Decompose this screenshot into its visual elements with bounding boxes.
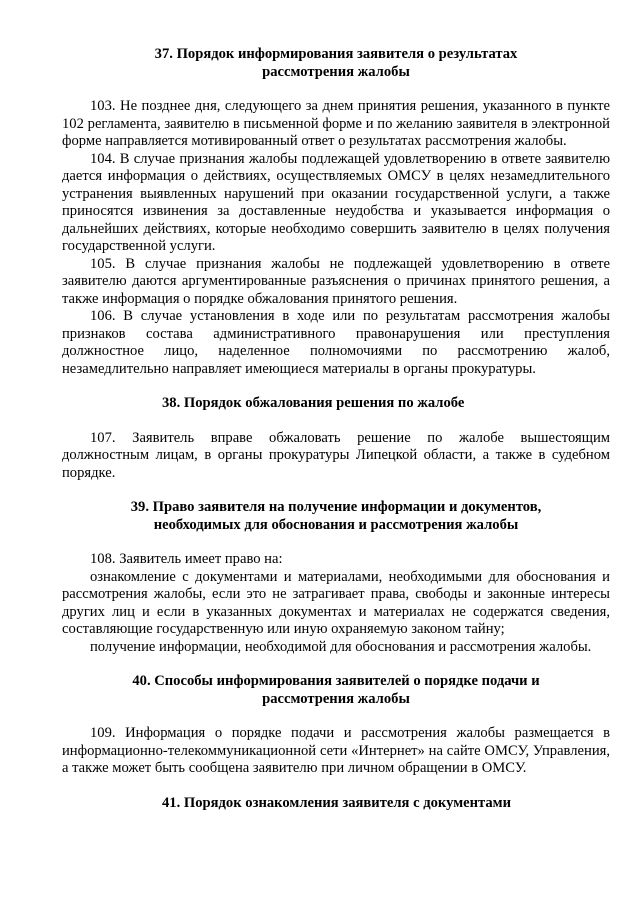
paragraph-103: 103. Не позднее дня, следующего за днем принятия решения, указанного в пункте 102 регламента, заявителю в письменной форме и по желанию заявителя в электронной форме направляется мотивированный ответ о результатах рассмотрения жалобы. (62, 98, 610, 149)
paragraph-108-item: ознакомление с документами и материалами, необходимыми для обоснования и рассмотрения жалобы, если это не затрагивает права, свободы и законные интересы других лиц и если в указанных документах и материалах не содержатся сведения, составляющие государственную или иную охраняемую законом тайну; (62, 568, 610, 637)
paragraph-109: 109. Информация о порядке подачи и рассмотрения жалобы размещается в информационно-телекоммуникационной сети «Интернет» на сайте ОМСУ, Управления, а также может быть сообщена заявителю при личном обращении в ОМСУ. (62, 725, 610, 776)
section-title (62, 395, 610, 413)
paragraph-108: 108. Заявитель имеет право на: (90, 551, 283, 567)
section-title-line: 38. Порядок обжалования решения по жалобе (162, 395, 465, 411)
section-title-line: 40. Способы информирования заявителей о порядке подачи и (132, 673, 540, 689)
section-41 (62, 795, 610, 813)
section-title (62, 499, 610, 534)
section-title-line: 37. Порядок информирования заявителя о результатах (154, 46, 518, 62)
section-title (62, 673, 610, 708)
paragraph-107: 107. Заявитель вправе обжаловать решение по жалобе вышестоящим должностным лицам, в органы прокуратуры Липецкой области, а также в судебном порядке. (62, 429, 610, 481)
paragraph-105: 105. В случае признания жалобы не подлежащей удовлетворению в ответе заявителю даются аргументированные разъяснения о причинах принятого решения, а также информация о порядке обжалования принятого решения. (62, 255, 610, 307)
paragraph-106: 106. В случае установления в ходе или по результатам рассмотрения жалобы признаков состава административного правонарушения или преступления должностное лицо, наделенное полномочиями по рассмотрению жалоб, незамедлительно направляет имеющиеся материалы в органы прокуратуры. (62, 308, 610, 377)
section-title (62, 46, 610, 81)
section-40 (62, 673, 610, 778)
document-page (62, 46, 610, 812)
section-37 (62, 46, 610, 378)
section-39 (62, 499, 610, 656)
section-title-line: рассмотрения жалобы (262, 690, 410, 707)
paragraph-108-item: получение информации, необходимой для обоснования и рассмотрения жалобы. (90, 638, 592, 655)
section-38 (62, 395, 610, 482)
section-title-line: 41. Порядок ознакомления заявителя с документами (162, 794, 512, 811)
section-title (62, 795, 610, 813)
section-title-line: 39. Право заявителя на получение информации и документов, (130, 499, 542, 515)
section-title-line: рассмотрения жалобы (262, 63, 410, 80)
section-title-line: необходимых для обоснования и рассмотрения жалобы (153, 516, 519, 533)
paragraph-104: 104. В случае признания жалобы подлежащей удовлетворению в ответе заявителю дается информация о действиях, осуществляемых ОМСУ в целях незамедлительного устранения выявленных нарушений при оказании государственной услуги, а также приносятся извинения за доставленные неудобства и указывается информация о дальнейших действиях, которые необходимо совершить заявителю в целях получения государственной услуги. (62, 150, 610, 254)
